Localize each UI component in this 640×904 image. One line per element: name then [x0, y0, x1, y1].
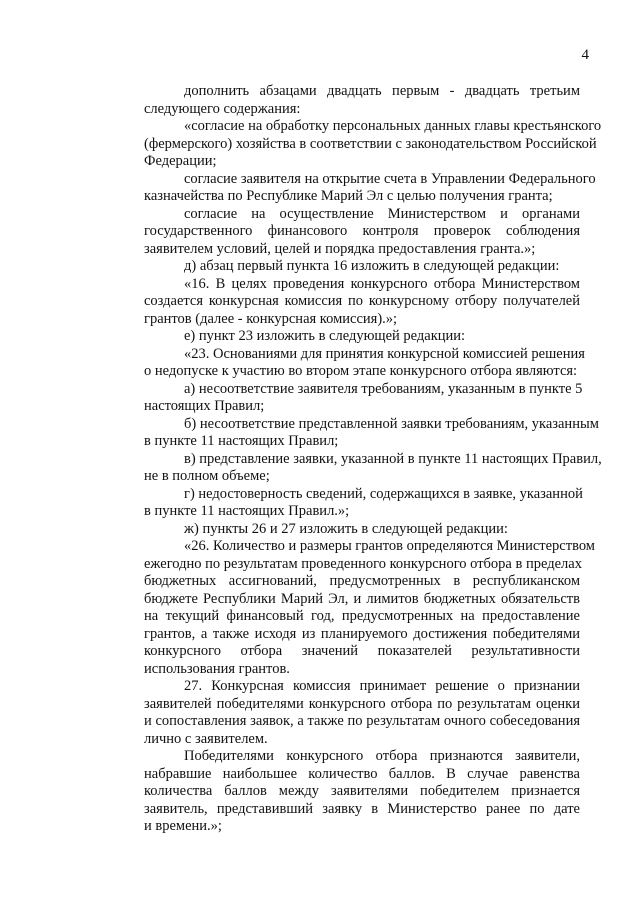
text-line: Федерации; — [144, 153, 217, 169]
text-line: настоящих Правил; — [144, 398, 265, 414]
text-line: следующего содержания: — [144, 100, 301, 117]
text-line: грантов (далее - конкурсная комиссия).»; — [144, 310, 398, 327]
text-line: согласие заявителя на открытие счета в Управлении Федерального — [184, 170, 596, 187]
paragraph — [104, 485, 583, 521]
paragraph — [104, 450, 602, 486]
paragraph — [104, 276, 580, 329]
text-line: «16. В целях проведения конкурсного отбора Министерством — [184, 275, 580, 292]
text-line: «26. Количество и размеры грантов определяются Министерством — [184, 538, 595, 554]
paragraph — [104, 345, 585, 381]
text-line: набравшие наибольшее количество баллов. В случае равенства — [144, 765, 580, 782]
text-line: заявителей победителями конкурсного отбора по результатам оценки — [144, 695, 580, 712]
paragraph — [104, 83, 580, 118]
text-line: государственного финансового контроля проверок соблюдения — [144, 223, 580, 239]
text-line: казначейства по Республике Марий Эл с целью получения гранта; — [144, 188, 553, 204]
text-line: (фермерского) хозяйства в соответствии с законодательством Российской — [144, 135, 597, 152]
text-line: и сопоставления заявок, а также по результатам очного собеседования — [144, 713, 580, 729]
text-line: бюджетных ассигнований, предусмотренных в республиканском — [144, 573, 580, 589]
text-line: а) несоответствие заявителя требованиям, указанным в пункте 5 — [184, 380, 583, 397]
paragraph — [104, 415, 599, 451]
paragraph — [104, 380, 583, 416]
paragraph — [104, 521, 580, 539]
text-line: конкурсного отбора значений показателей результативности — [144, 643, 580, 659]
paragraph — [104, 118, 602, 171]
text-line: заявитель, представивший заявку в Министерство ранее по дате — [144, 800, 580, 817]
paragraph — [104, 538, 595, 678]
text-line: согласие на осуществление Министерством и органами — [184, 205, 580, 222]
text-line: заявителем условий, целей и порядка предоставления гранта.»; — [144, 240, 536, 257]
text-line: ежегодно по результатам проведенного конкурсного отбора в пределах — [144, 555, 582, 572]
text-line: о недопуске к участию во втором этапе конкурсного отбора являются: — [144, 363, 578, 379]
document-body — [104, 83, 602, 836]
paragraph — [104, 206, 580, 259]
text-line: 27. Конкурсная комиссия принимает решение о признании — [184, 678, 580, 694]
text-line: не в полном объеме; — [144, 468, 270, 484]
text-line: в пункте 11 настоящих Правил; — [144, 433, 339, 449]
text-line: «23. Основаниями для принятия конкурсной комиссией решения — [184, 345, 585, 362]
paragraph — [104, 258, 580, 276]
text-line: в пункте 11 настоящих Правил.»; — [144, 503, 350, 519]
text-line: г) недостоверность сведений, содержащихся в заявке, указанной — [184, 485, 583, 502]
text-line: Победителями конкурсного отбора признаются заявители, — [184, 748, 580, 764]
text-line: ж) пункты 26 и 27 изложить в следующей редакции: — [184, 520, 508, 537]
paragraph — [104, 328, 580, 346]
text-line: «согласие на обработку персональных данных главы крестьянского — [184, 118, 602, 134]
text-line: использования грантов. — [144, 660, 290, 677]
text-line: на текущий финансовый год, предусмотренных на предоставление — [144, 608, 580, 624]
text-line: е) пункт 23 изложить в следующей редакции: — [184, 328, 466, 344]
text-line: в) представление заявки, указанной в пункте 11 настоящих Правил, — [184, 450, 602, 467]
text-line: лично с заявителем. — [144, 730, 268, 747]
text-line: бюджете Республики Марий Эл, и лимитов бюджетных обязательств — [144, 590, 580, 607]
paragraph — [104, 748, 580, 836]
text-line: б) несоответствие представленной заявки требованиям, указанным — [184, 415, 599, 432]
text-line: и времени.»; — [144, 818, 222, 834]
text-line: д) абзац первый пункта 16 изложить в следующей редакции: — [184, 258, 560, 274]
paragraph — [104, 170, 596, 206]
paragraph — [104, 678, 580, 748]
text-line: создается конкурсная комиссия по конкурсному отбору получателей — [144, 293, 580, 309]
text-line: дополнить абзацами двадцать первым - двадцать третьим — [184, 83, 580, 99]
text-line: количества баллов между заявителями победителем признается — [144, 783, 580, 799]
text-line: грантов, а также исходя из планируемого достижения победителями — [144, 625, 580, 642]
page-number: 4 — [581, 47, 589, 63]
